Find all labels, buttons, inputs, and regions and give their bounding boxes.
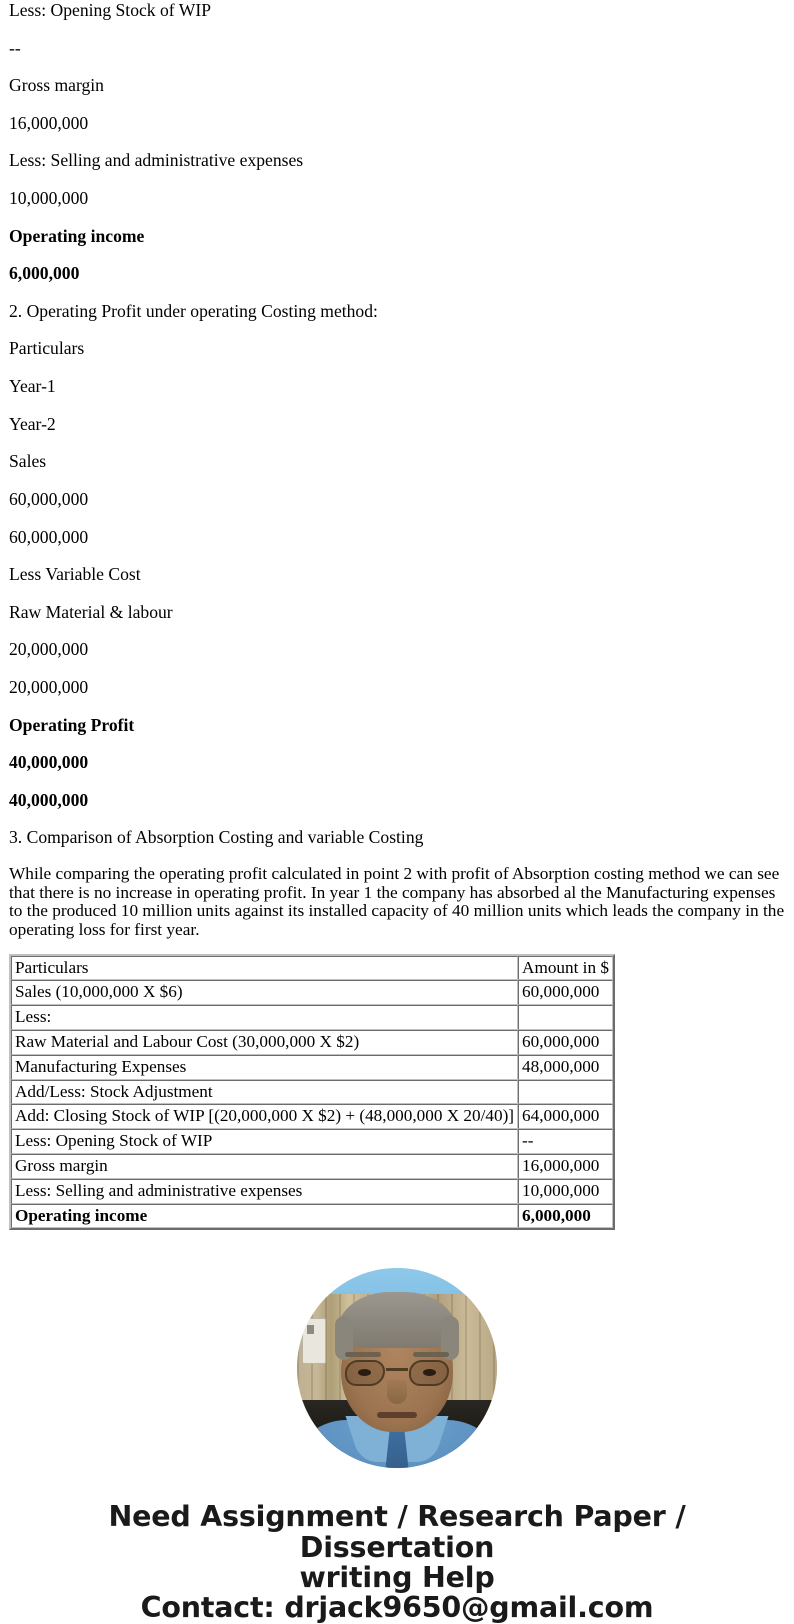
table-cell-particulars: Particulars xyxy=(11,956,518,981)
table-cell-amount xyxy=(518,1005,613,1030)
text-line-operating-profit-year1: 40,000,000 xyxy=(9,752,89,773)
avatar xyxy=(297,1268,497,1468)
section-2-lines xyxy=(9,338,785,810)
text-line: Less Variable Cost xyxy=(9,564,141,585)
table-cell-amount: 60,000,000 xyxy=(518,1030,613,1055)
text-line-operating-income-value: 6,000,000 xyxy=(9,263,80,284)
table-cell-particulars: Less: xyxy=(11,1005,518,1030)
table-row xyxy=(11,956,613,981)
text-line: 20,000,000 xyxy=(9,639,89,660)
table-cell-particulars: Manufacturing Expenses xyxy=(11,1055,518,1080)
photo-nose xyxy=(387,1380,407,1404)
table-cell-amount: 60,000,000 xyxy=(518,980,613,1005)
text-line: Raw Material & labour xyxy=(9,601,173,622)
text-line-operating-profit-label: Operating Profit xyxy=(9,714,135,735)
text-line: -- xyxy=(9,37,21,58)
table-cell-amount xyxy=(518,1080,613,1105)
footer-line-2: writing Help xyxy=(299,1560,495,1594)
section-2-heading: 2. Operating Profit under operating Costing method: xyxy=(9,300,378,321)
table-row xyxy=(11,1005,613,1030)
text-line: 10,000,000 xyxy=(9,188,89,209)
text-line: Particulars xyxy=(9,338,85,359)
text-line: Year-2 xyxy=(9,413,56,434)
table-cell-amount: Amount in $ xyxy=(518,956,613,981)
table-row xyxy=(11,1104,613,1129)
table-row xyxy=(11,980,613,1005)
text-line: 16,000,000 xyxy=(9,112,89,133)
table-cell-particulars: Less: Selling and administrative expenses xyxy=(11,1179,518,1204)
table-cell-particulars: Raw Material and Labour Cost (30,000,000 X $2) xyxy=(11,1030,518,1055)
table-cell-amount: 64,000,000 xyxy=(518,1104,613,1129)
table-row-total xyxy=(11,1204,613,1229)
portrait-container xyxy=(9,1268,785,1468)
table-cell-particulars: Add: Closing Stock of WIP [(20,000,000 X $2) + (48,000,000 X 20/40)] xyxy=(11,1104,518,1129)
text-line: Sales xyxy=(9,451,47,472)
table-cell-particulars: Add/Less: Stock Adjustment xyxy=(11,1080,518,1105)
text-line: Less: Selling and administrative expenses xyxy=(9,150,304,171)
footer-line-1: Need Assignment / Research Paper / Dissertation xyxy=(108,1500,686,1564)
text-line: 60,000,000 xyxy=(9,488,89,509)
photo-wall-switch xyxy=(302,1318,326,1364)
table-cell-particulars: Gross margin xyxy=(11,1154,518,1179)
absorption-costing-lines xyxy=(9,0,785,284)
table-row xyxy=(11,1055,613,1080)
text-line: 20,000,000 xyxy=(9,676,89,697)
text-line: Less: Opening Stock of WIP xyxy=(9,0,211,20)
photo-glasses-bridge xyxy=(386,1368,408,1371)
absorption-costing-table xyxy=(9,954,615,1231)
table-row xyxy=(11,1179,613,1204)
text-line: Year-1 xyxy=(9,376,56,397)
photo-eyebrow-right xyxy=(413,1352,449,1357)
section-3-paragraph: While comparing the operating profit calculated in point 2 with profit of Absorption costing method we can see that there is no increase in operating profit. In year 1 the company has absorbed al the Manufacturing expenses to the produced 10 million units against its installed capacity of 40 million units which leads the company in the operating loss for first year. xyxy=(9,864,785,940)
table-row xyxy=(11,1129,613,1154)
table-row xyxy=(11,1080,613,1105)
text-line: Gross margin xyxy=(9,75,104,96)
photo-mouth xyxy=(377,1412,417,1418)
table-cell-particulars: Less: Opening Stock of WIP xyxy=(11,1129,518,1154)
table-cell-amount: 10,000,000 xyxy=(518,1179,613,1204)
table-cell-particulars: Sales (10,000,000 X $6) xyxy=(11,980,518,1005)
text-line-operating-income-label: Operating income xyxy=(9,225,145,246)
table-row xyxy=(11,1154,613,1179)
table-cell-amount: -- xyxy=(518,1129,613,1154)
table-cell-amount: 6,000,000 xyxy=(518,1204,613,1229)
table-row xyxy=(11,1030,613,1055)
photo-eyebrow-left xyxy=(345,1352,381,1357)
table-cell-amount: 16,000,000 xyxy=(518,1154,613,1179)
table-cell-amount: 48,000,000 xyxy=(518,1055,613,1080)
section-3-heading: 3. Comparison of Absorption Costing and variable Costing xyxy=(9,827,424,848)
footer-contact-email: Contact: drjack9650@gmail.com xyxy=(140,1590,654,1624)
text-line: 60,000,000 xyxy=(9,526,89,547)
text-line-operating-profit-year2: 40,000,000 xyxy=(9,789,89,810)
table-cell-particulars: Operating income xyxy=(11,1204,518,1229)
footer-promo xyxy=(9,1502,785,1623)
